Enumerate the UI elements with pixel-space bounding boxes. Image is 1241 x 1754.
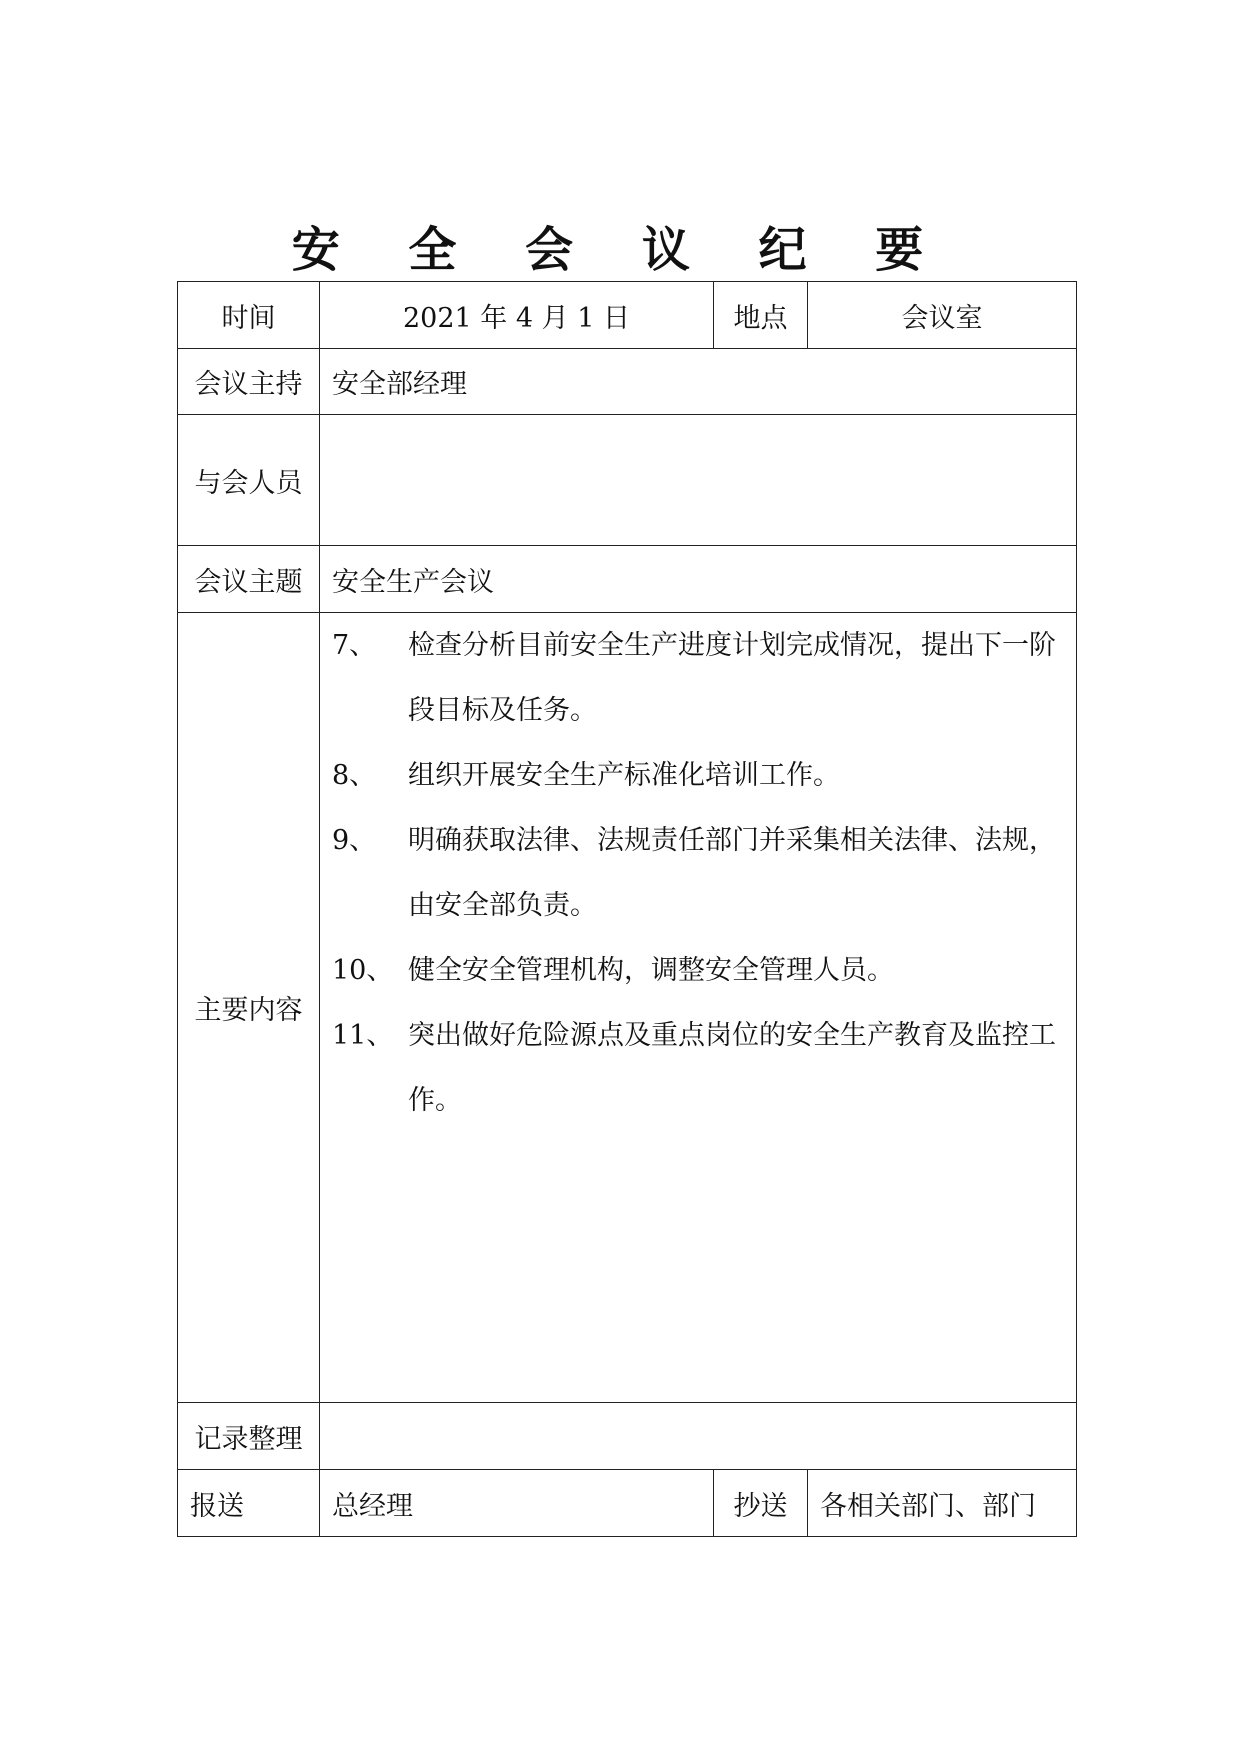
recorder-value — [320, 1403, 1077, 1470]
item-number: 10、 — [332, 955, 394, 986]
send-row — [178, 1470, 1077, 1537]
cc-label: 抄送 — [714, 1470, 808, 1537]
content-body — [320, 613, 1077, 1403]
content-item — [332, 938, 1066, 1003]
host-value: 安全部经理 — [320, 349, 1077, 415]
item-number: 7、 — [332, 630, 377, 661]
place-value: 会议室 — [808, 282, 1077, 349]
content-item — [332, 808, 1066, 938]
recorder-label: 记录整理 — [178, 1403, 320, 1470]
content-label: 主要内容 — [178, 613, 320, 1403]
item-number: 9、 — [332, 825, 377, 856]
topic-label: 会议主题 — [178, 546, 320, 613]
item-text: 检查分析目前安全生产进度计划完成情况，提出下一阶段目标及任务。 — [408, 630, 1056, 726]
item-text: 突出做好危险源点及重点岗位的安全生产教育及监控工作。 — [408, 1020, 1056, 1116]
host-row — [178, 349, 1077, 415]
send-value: 总经理 — [320, 1470, 714, 1537]
recorder-row — [178, 1403, 1077, 1470]
item-number: 8、 — [332, 760, 377, 791]
host-label: 会议主持 — [178, 349, 320, 415]
time-value: 2021 年 4 月 1 日 — [320, 282, 714, 349]
topic-value: 安全生产会议 — [320, 546, 1077, 613]
meeting-minutes-table — [177, 281, 1077, 1537]
cc-value: 各相关部门、部门 — [808, 1470, 1077, 1537]
content-row — [178, 613, 1077, 1403]
item-text: 健全安全管理机构，调整安全管理人员。 — [408, 955, 894, 986]
content-item — [332, 613, 1066, 743]
item-text: 明确获取法律、法规责任部门并采集相关法律、法规，由安全部负责。 — [408, 825, 1056, 921]
time-label: 时间 — [178, 282, 320, 349]
topic-row — [178, 546, 1077, 613]
attendees-value — [320, 415, 1077, 546]
place-label: 地点 — [714, 282, 808, 349]
item-text: 组织开展安全生产标准化培训工作。 — [408, 760, 840, 791]
attendees-label: 与会人员 — [178, 415, 320, 546]
item-number: 11、 — [332, 1020, 394, 1051]
time-row — [178, 282, 1077, 349]
attendees-row — [178, 415, 1077, 546]
content-item — [332, 1003, 1066, 1133]
send-label: 报送 — [178, 1470, 320, 1537]
content-item — [332, 743, 1066, 808]
document-title: 安 全 会 议 纪 要 — [291, 222, 950, 278]
